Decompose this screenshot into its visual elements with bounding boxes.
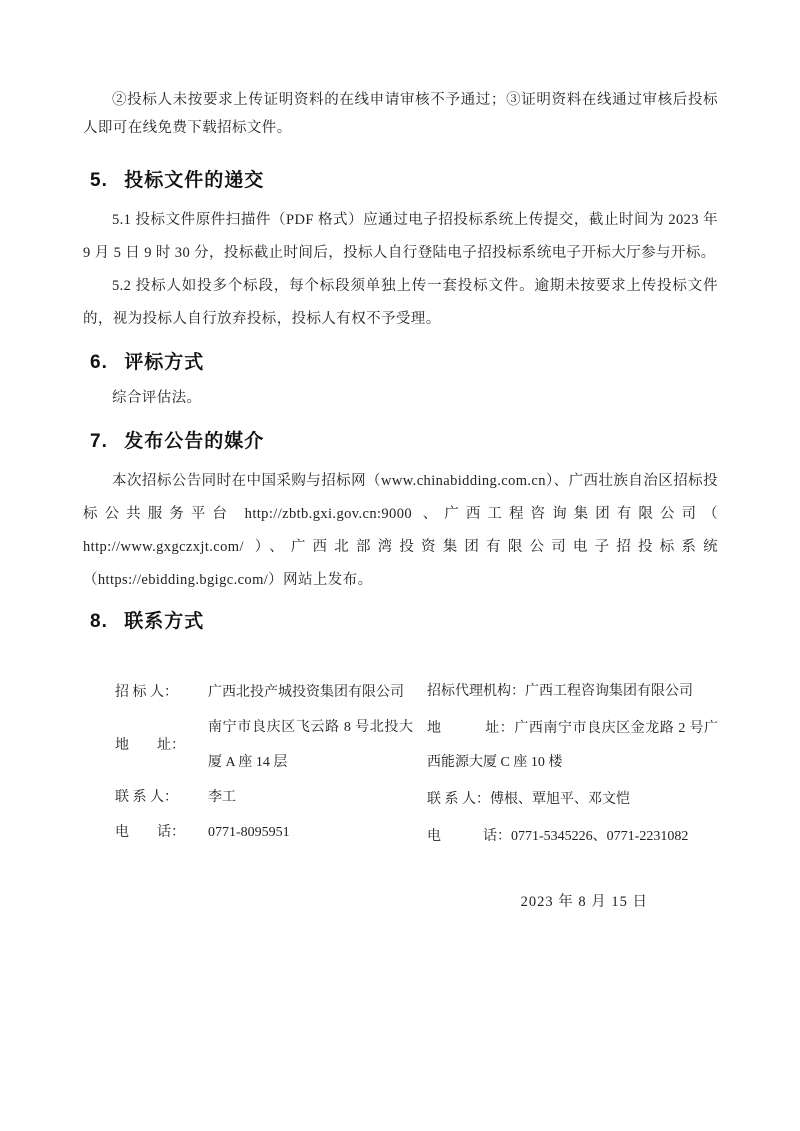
agency-contact-column — [427, 675, 718, 854]
section-5-number: 5. — [90, 170, 108, 191]
section-5-paragraph-2: 5.2 投标人如投多个标段，每个标段须单独上传一套投标文件。逾期未按要求上传投标文件的，视为投标人自行放弃投标，投标人有权不予受理。 — [83, 278, 718, 327]
agency-phone-value: 0771-5345226、0771-2231082 — [511, 829, 689, 844]
tenderer-phone-label: 电 话： — [115, 825, 185, 840]
section-8-heading — [90, 609, 718, 635]
tenderer-phone-row — [115, 815, 413, 850]
section-7-title: 发布公告的媒介 — [124, 431, 265, 452]
agency-name-label: 招标代理机构： — [427, 684, 525, 699]
tenderer-address-label: 地 址： — [115, 737, 185, 753]
tenderer-contact-person-value: 李工 — [208, 790, 236, 805]
tenderer-name-label: 招 标 人： — [115, 685, 178, 700]
section-6-heading — [90, 350, 718, 376]
section-6-title: 评标方式 — [124, 352, 205, 373]
intro-paragraph: ②投标人未按要求上传证明资料的在线申请审核不予通过；③证明资料在线通过审核后投标人即可在线免费下载招标文件。 — [83, 92, 718, 136]
tenderer-address-row — [115, 710, 413, 780]
tenderer-name-row — [115, 675, 413, 710]
tenderer-contact-person-label: 联 系 人： — [115, 790, 178, 805]
tenderer-phone-value: 0771-8095951 — [208, 825, 290, 840]
section-5-title: 投标文件的递交 — [124, 170, 265, 191]
agency-address-row — [427, 712, 718, 780]
document-date: 2023 年 8 月 15 日 — [520, 894, 648, 910]
section-7-heading — [90, 429, 718, 455]
section-5-paragraph-1: 5.1 投标文件原件扫描件（PDF 格式）应通过电子招投标系统上传提交，截止时间为 2023 年 9 月 5 日 9 时 30 分，投标截止时间后，投标人自行登陆电子招投标系统电子开标大厅参与开标。 — [83, 212, 718, 261]
section-7-paragraph-1: 本次招标公告同时在中国采购与招标网（www.chinabidding.com.cn）、广西壮族自治区招标投标公共服务平台 http://zbtb.gxi.gov.cn:9000 、广西工程咨询集团有限公司（ http://www.gxgczxjt.com/ ）、广西北部湾投资集团有限公司电子招投标系统（https://ebidding.bgigc.com/）网站上发布。 — [83, 473, 718, 588]
agency-phone-label: 电 话： — [427, 829, 511, 844]
agency-name-value: 广西工程咨询集团有限公司 — [525, 684, 693, 699]
tenderer-name-value: 广西北投产城投资集团有限公司 — [208, 685, 404, 700]
tenderer-contact-column — [115, 675, 413, 854]
section-8-title: 联系方式 — [124, 611, 205, 632]
section-6-number: 6. — [90, 352, 108, 373]
section-7-number: 7. — [90, 431, 108, 452]
section-8-number: 8. — [90, 611, 108, 632]
agency-address-value: 广西南宁市良庆区金龙路 2 号广西能源大厦 C 座 10 楼 — [427, 721, 719, 770]
section-6-paragraph-1: 综合评估法。 — [112, 390, 202, 406]
agency-name-row — [427, 675, 718, 709]
section-5-heading — [90, 168, 718, 194]
tenderer-address-value: 南宁市良庆区飞云路 8 号北投大厦 A 座 14 层 — [208, 720, 413, 770]
agency-contact-person-value: 傅根、覃旭平、邓文恺 — [490, 792, 630, 807]
agency-contact-person-row — [427, 783, 718, 817]
agency-contact-person-label: 联 系 人： — [427, 792, 490, 807]
contact-table — [115, 675, 718, 854]
tenderer-contact-person-row — [115, 780, 413, 815]
agency-address-label: 地 址： — [427, 721, 515, 736]
agency-phone-row — [427, 820, 718, 854]
